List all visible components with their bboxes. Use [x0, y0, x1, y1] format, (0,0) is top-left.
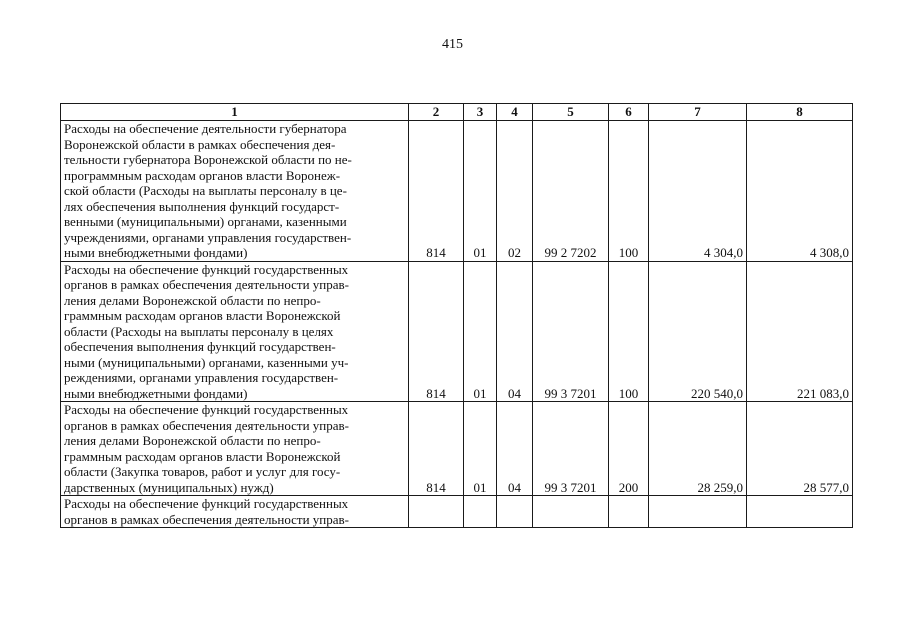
description-line: ными внебюджетными фондами): [64, 245, 248, 260]
description-line: ления делами Воронежской области по непро-: [64, 292, 321, 308]
expense-type-cell: 100: [609, 121, 649, 262]
amount-year2-cell: [747, 496, 853, 528]
target-article-cell: 99 3 7201: [533, 261, 609, 402]
target-article-cell: [533, 496, 609, 528]
amount-year2-cell: 4 308,0: [747, 121, 853, 262]
section-code-cell: 814: [409, 121, 464, 262]
description-line: Расходы на обеспечение функций государственных: [64, 261, 349, 277]
description-line: программным расходам органов власти Воронеж-: [64, 167, 341, 183]
description-line: органов в рамках обеспечения деятельности управ-: [64, 511, 349, 527]
subsection-code-cell: [497, 496, 533, 528]
table-row: [61, 402, 853, 496]
description-cell: [61, 121, 409, 262]
amount-year1-cell: 220 540,0: [649, 261, 747, 402]
description-line: Расходы на обеспечение деятельности губернатора: [64, 121, 347, 136]
budget-table: [60, 103, 853, 528]
description-line: лях обеспечения выполнения функций государст-: [64, 198, 340, 214]
amount-year2-cell: 221 083,0: [747, 261, 853, 402]
column-header-8: 8: [747, 104, 853, 121]
description-line: ными (муниципальными) органами, казенными уч-: [64, 354, 349, 370]
column-header-7: 7: [649, 104, 747, 121]
chapter-code-cell: [464, 496, 497, 528]
chapter-code-cell: 01: [464, 121, 497, 262]
chapter-code-cell: 01: [464, 261, 497, 402]
description-line: дарственных (муниципальных) нужд): [64, 479, 274, 495]
table-body: [61, 121, 853, 528]
subsection-code-cell: 02: [497, 121, 533, 262]
expense-type-cell: 200: [609, 402, 649, 496]
description-line: граммным расходам органов власти Воронежской: [64, 448, 341, 464]
column-header-5: 5: [533, 104, 609, 121]
column-header-6: 6: [609, 104, 649, 121]
description-line: области (Расходы на выплаты персоналу в целях: [64, 323, 334, 339]
description-cell: [61, 496, 409, 528]
amount-year1-cell: 28 259,0: [649, 402, 747, 496]
description-line: ской области (Расходы на выплаты персоналу в це-: [64, 183, 347, 198]
section-code-cell: 814: [409, 261, 464, 402]
target-article-cell: 99 3 7201: [533, 402, 609, 496]
table-row: [61, 121, 853, 262]
description-line: венными (муниципальными) органами, казенными: [64, 214, 347, 229]
table-header-row: [61, 104, 853, 121]
expense-type-cell: 100: [609, 261, 649, 402]
description-line: обеспечения выполнения функций государствен-: [64, 339, 336, 354]
amount-year1-cell: 4 304,0: [649, 121, 747, 262]
amount-year1-cell: [649, 496, 747, 528]
table-row: [61, 261, 853, 402]
description-line: Воронежской области в рамках обеспечения дея-: [64, 136, 336, 152]
column-header-4: 4: [497, 104, 533, 121]
description-line: реждениями, органами управления государствен-: [64, 370, 339, 385]
description-line: органов в рамках обеспечения деятельности управ-: [64, 277, 349, 292]
description-line: тельности губернатора Воронежской области по не-: [64, 152, 352, 167]
section-code-cell: [409, 496, 464, 528]
subsection-code-cell: 04: [497, 402, 533, 496]
description-line: ными внебюджетными фондами): [64, 385, 248, 401]
description-cell: [61, 261, 409, 402]
column-header-3: 3: [464, 104, 497, 121]
subsection-code-cell: 04: [497, 261, 533, 402]
description-line: Расходы на обеспечение функций государственных: [64, 496, 349, 511]
page-number: 415: [442, 37, 463, 52]
description-line: Расходы на обеспечение функций государственных: [64, 402, 349, 417]
description-line: органов в рамках обеспечения деятельности управ-: [64, 417, 349, 433]
column-header-2: 2: [409, 104, 464, 121]
amount-year2-cell: 28 577,0: [747, 402, 853, 496]
description-line: граммным расходам органов власти Воронежской: [64, 308, 341, 323]
description-line: учреждениями, органами управления государствен-: [64, 229, 352, 245]
section-code-cell: 814: [409, 402, 464, 496]
table-row: [61, 496, 853, 528]
chapter-code-cell: 01: [464, 402, 497, 496]
description-line: области (Закупка товаров, работ и услуг для госу-: [64, 464, 341, 479]
expense-type-cell: [609, 496, 649, 528]
column-header-1: 1: [61, 104, 409, 121]
target-article-cell: 99 2 7202: [533, 121, 609, 262]
description-cell: [61, 402, 409, 496]
description-line: ления делами Воронежской области по непро-: [64, 433, 321, 448]
